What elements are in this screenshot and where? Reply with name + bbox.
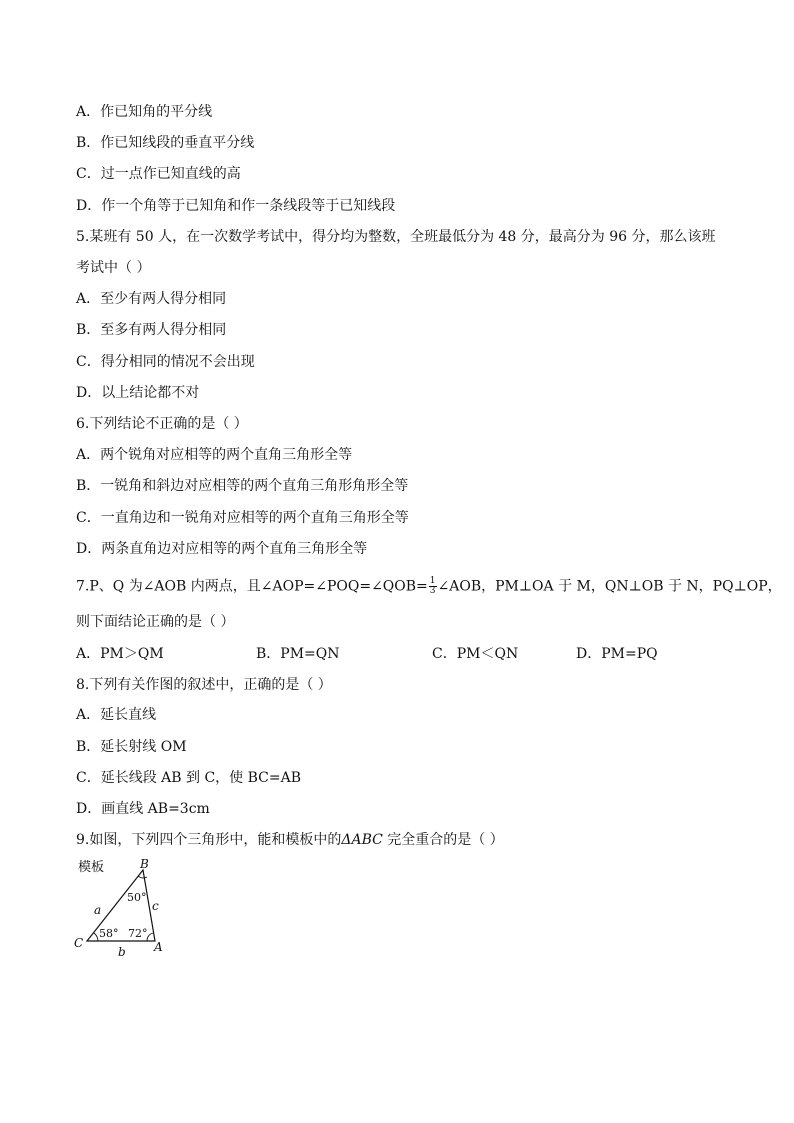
q5-stem-line2: 考试中（ ）: [76, 260, 151, 276]
q9-stem-pre: 9.如图，下列四个三角形中，能和模板中的: [76, 832, 342, 848]
q7-stem-line1: [76, 577, 782, 596]
q7-option-d: D．PM=PQ: [576, 646, 658, 662]
vertex-b-label: B: [140, 857, 149, 871]
template-label: 模板: [78, 860, 105, 875]
q9-stem: [76, 831, 504, 849]
side-b-label: b: [118, 945, 126, 959]
q4-option-b: B．作已知线段的垂直平分线: [76, 135, 255, 151]
q7-option-b: B．PM=QN: [256, 646, 340, 662]
q9-stem-post: 完全重合的是（ ）: [382, 832, 504, 848]
angle-c-value: 58°: [99, 927, 119, 940]
fraction-numerator: 1: [429, 576, 436, 586]
q7-stem-post: ∠AOB，PM⊥OA 于 M，QN⊥OB 于 N，PQ⊥OP，: [437, 578, 782, 595]
q7-option-c: C．PM＜QN: [432, 646, 519, 662]
q8-stem: 8.下列有关作图的叙述中，正确的是（ ）: [76, 677, 332, 693]
angle-a-value: 72°: [128, 927, 148, 940]
angle-b-arc: [138, 876, 147, 878]
q8-option-a: A．延长直线: [76, 707, 157, 723]
q8-option-d: D．画直线 AB=3cm: [76, 801, 210, 817]
template-triangle-figure: [72, 852, 182, 962]
q6-stem: 6.下列结论不正确的是（ ）: [76, 416, 248, 432]
angle-c-arc: [94, 933, 98, 941]
angle-b-value: 50°: [127, 891, 147, 904]
angle-a-arc: [147, 933, 153, 941]
q5-option-b: B．至多有两人得分相同: [76, 322, 227, 338]
q6-option-d: D．两条直角边对应相等的两个直角三角形全等: [76, 541, 368, 557]
q4-option-a: A．作已知角的平分线: [76, 104, 213, 120]
vertex-a-label: A: [154, 940, 163, 954]
q6-option-c: C．一直角边和一锐角对应相等的两个直角三角形全等: [76, 510, 409, 526]
q5-option-d: D．以上结论都不对: [76, 385, 200, 401]
q4-option-d: D．作一个角等于已知角和作一条线段等于已知线段: [76, 198, 396, 214]
q8-option-c: C．延长线段 AB 到 C，使 BC=AB: [76, 770, 302, 786]
q5-option-c: C．得分相同的情况不会出现: [76, 354, 255, 370]
side-c-label: c: [152, 899, 159, 913]
triangle-abc-label: ΔABC: [341, 832, 383, 848]
q6-option-b: B．一锐角和斜边对应相等的两个直角三角形角形全等: [76, 478, 409, 494]
q4-option-c: C．过一点作已知直线的高: [76, 166, 241, 182]
q6-option-a: A．两个锐角对应相等的两个直角三角形全等: [76, 447, 353, 463]
vertex-c-label: C: [74, 936, 84, 950]
one-third-fraction: [429, 577, 437, 596]
q8-option-b: B．延长射线 OM: [76, 739, 187, 755]
fraction-denominator: 3: [429, 586, 436, 596]
q7-option-a: A．PM＞QM: [76, 646, 164, 662]
q7-stem-pre: 7.P、Q 为∠AOB 内两点，且∠AOP=∠POQ=∠QOB=: [76, 578, 428, 595]
q5-stem-line1: 5.某班有 50 人，在一次数学考试中，得分均为整数，全班最低分为 48 分，最高分为 96 分，那么该班: [76, 229, 716, 245]
side-a-label: a: [94, 903, 102, 917]
q5-option-a: A．至少有两人得分相同: [76, 291, 227, 307]
q7-stem-line2: 则下面结论正确的是（ ）: [76, 614, 235, 630]
